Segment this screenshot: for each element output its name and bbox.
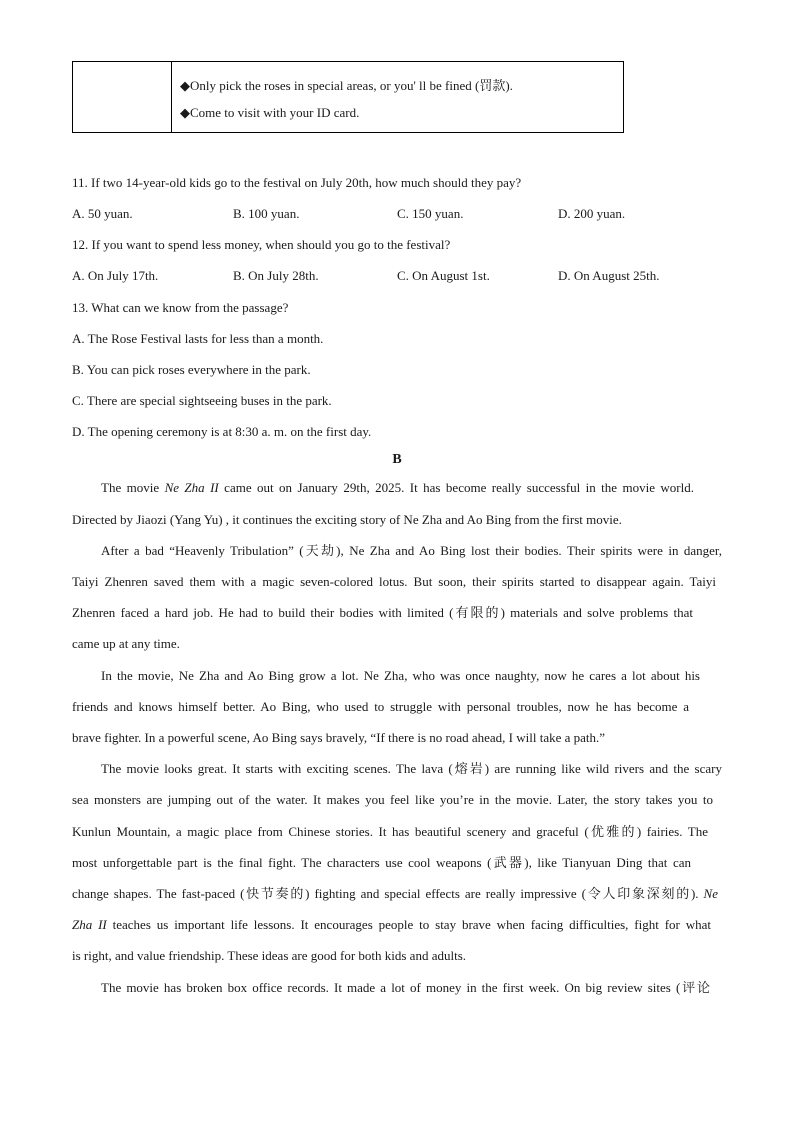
question-13-option-b: B. You can pick roses everywhere in the park. <box>72 362 311 377</box>
question-13-option-c: C. There are special sightseeing buses in the park. <box>72 393 332 408</box>
passage-p5-line-1: The movie has broken box office records. It made a lot of money in the first week. On big review sites (评论 <box>101 980 710 995</box>
passage-p2-line-3: Zhenren faced a hard job. He had to build their bodies with limited (有限的) materials and solve problems that <box>72 605 693 620</box>
question-11-option-a: A. 50 yuan. <box>72 206 133 221</box>
question-11-stem: 11. If two 14-year-old kids go to the festival on July 20th, how much should they pay? <box>72 175 522 190</box>
notice-table <box>72 61 624 133</box>
question-11-option-d: D. 200 yuan. <box>558 206 626 221</box>
question-12-option-b: B. On July 28th. <box>233 268 319 283</box>
passage-p2-line-4: came up at any time. <box>72 636 180 651</box>
passage-p3-line-3: brave fighter. In a powerful scene, Ao Bing says bravely, “If there is no road ahead, I will take a path.” <box>72 730 606 745</box>
notice-table-label-cell <box>73 62 172 133</box>
passage-p3-line-2: friends and knows himself better. Ao Bing, who used to struggle with personal troubles, now he has become a <box>72 699 689 714</box>
question-13-option-d: D. The opening ceremony is at 8:30 a. m. on the first day. <box>72 424 372 439</box>
rule-id-card: ◆Come to visit with your ID card. <box>180 105 360 120</box>
rule-pick-roses: ◆Only pick the roses in special areas, or you' ll be fined (罚款). <box>180 78 513 93</box>
passage-p4-line-3: Kunlun Mountain, a magic place from Chinese stories. It has beautiful scenery and graceful (优雅的) fairies. The <box>72 824 708 839</box>
question-12-option-c: C. On August 1st. <box>397 268 490 283</box>
question-12-option-d: D. On August 25th. <box>558 268 660 283</box>
passage-p4-line-6: Zha II teaches us important life lessons. It encourages people to stay brave when facing difficulties, fight for what <box>72 917 711 932</box>
question-13-stem: 13. What can we know from the passage? <box>72 300 289 315</box>
question-13-option-a: A. The Rose Festival lasts for less than a month. <box>72 331 324 346</box>
passage-p4-line-2: sea monsters are jumping out of the water. It makes you feel like you’re in the movie. Later, the story takes you to <box>72 792 713 807</box>
passage-p1-line-2: Directed by Jiaozi (Yang Yu) , it continues the exciting story of Ne Zha and Ao Bing from the first movie. <box>72 512 622 527</box>
movie-title-part-2: Zha II <box>72 917 107 932</box>
passage-p2-line-2: Taiyi Zhenren saved them with a magic seven-colored lotus. But soon, their spirits started to disappear again. Taiyi <box>72 574 716 589</box>
passage-p4-line-4: most unforgettable part is the final fight. The characters use cool weapons (武器), like Tianyuan Ding that can <box>72 855 691 870</box>
movie-title-part-1: Ne <box>703 886 718 901</box>
question-11-option-c: C. 150 yuan. <box>397 206 464 221</box>
passage-b-heading: B <box>392 452 402 467</box>
question-12-option-a: A. On July 17th. <box>72 268 159 283</box>
question-12-stem: 12. If you want to spend less money, when should you go to the festival? <box>72 237 451 252</box>
passage-p4-line-5: change shapes. The fast-paced (快节奏的) fighting and special effects are really impressive (令人印象深刻的). Ne <box>72 886 718 901</box>
question-11-option-b: B. 100 yuan. <box>233 206 300 221</box>
passage-p4-line-1: The movie looks great. It starts with exciting scenes. The lava (熔岩) are running like wild rivers and the scary <box>101 761 722 776</box>
notice-table-rules-cell <box>172 62 624 133</box>
passage-p2-line-1: After a bad “Heavenly Tribulation” (天劫), Ne Zha and Ao Bing lost their bodies. Their spirits were in danger, <box>101 543 722 558</box>
passage-p4-line-7: is right, and value friendship. These ideas are good for both kids and adults. <box>72 948 467 963</box>
passage-p1-line-1: The movie Ne Zha II came out on January 29th, 2025. It has become really successful in the movie world. <box>101 480 694 495</box>
movie-title: Ne Zha II <box>164 480 219 495</box>
passage-p3-line-1: In the movie, Ne Zha and Ao Bing grow a lot. Ne Zha, who was once naughty, now he cares a lot about his <box>101 668 700 683</box>
